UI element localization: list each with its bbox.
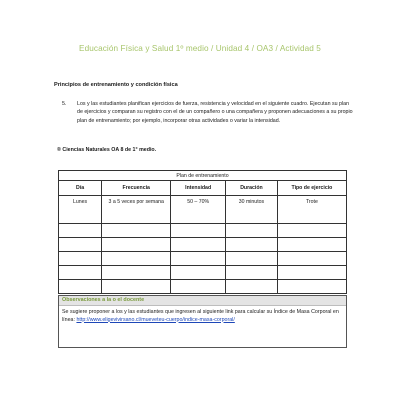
imc-link[interactable]: http://www.eligevivirsano.cl/mueveteu-cuerpo/indice-masa-corporal/ [76, 316, 235, 323]
table-cell[interactable] [59, 238, 102, 252]
table-cell[interactable] [59, 224, 102, 238]
table-cell[interactable] [277, 238, 346, 252]
table-cell[interactable] [102, 266, 171, 280]
table-cell[interactable] [102, 238, 171, 252]
table-cell: Lunes [59, 196, 102, 224]
table-row [59, 224, 347, 238]
table-cell[interactable] [171, 238, 226, 252]
table-cell[interactable] [226, 224, 278, 238]
table-cell[interactable] [102, 280, 171, 294]
training-plan-table [58, 170, 347, 294]
document-header-title: Educación Física y Salud 1º medio / Unidad 4 / OA3 / Actividad 5 [79, 44, 321, 53]
table-cell: 3 a 5 veces por semana [102, 196, 171, 224]
table-cell[interactable] [277, 280, 346, 294]
table-cell[interactable] [277, 224, 346, 238]
table-caption: Plan de entrenamiento [59, 171, 347, 181]
table-cell: Trote [277, 196, 346, 224]
table-cell[interactable] [171, 224, 226, 238]
table-cell[interactable] [59, 266, 102, 280]
table-cell[interactable] [226, 266, 278, 280]
table-cell[interactable] [226, 252, 278, 266]
table-cell[interactable] [59, 252, 102, 266]
activity-item [62, 100, 354, 125]
table-cell[interactable] [226, 238, 278, 252]
column-header-dia: Día [59, 181, 102, 196]
table-row [59, 280, 347, 294]
table-cell[interactable] [277, 266, 346, 280]
table-row [59, 252, 347, 266]
observations-heading: Observaciones a la o el docente [59, 296, 346, 306]
table-row [59, 266, 347, 280]
observations-body [59, 306, 346, 327]
table-cell: 50 – 70% [171, 196, 226, 224]
table-row [59, 238, 347, 252]
table-cell[interactable] [277, 252, 346, 266]
activity-text: Los y las estudiantes planifican ejercicios de fuerza, resistencia y velocidad en el siguiente cuadro. Ejecutan su plan de ejercicios y comparan su registro con el de un compañero o una compañera y proponen adecuaciones a su propio plan de entrenamiento; por ejemplo, incorporar otras actividades o variar la intensidad. [77, 101, 353, 124]
observations-text: Se sugiere proponer a los y las estudiantes que ingresen al siguiente link para calcular su Índice de Masa Corporal en línea: [62, 309, 339, 323]
table-cell[interactable] [59, 280, 102, 294]
table-cell[interactable] [171, 280, 226, 294]
curriculum-connection: ® Ciencias Naturales OA 8 de 1° medio. [57, 147, 157, 153]
table-row [59, 196, 347, 224]
section-title: Principios de entrenamiento y condición física [54, 82, 178, 88]
column-header-tipo: Tipo de ejercicio [277, 181, 346, 196]
table-cell[interactable] [102, 252, 171, 266]
activity-number: 5. [62, 101, 67, 107]
table-cell: 30 minutos [226, 196, 278, 224]
table-cell[interactable] [102, 224, 171, 238]
table-cell[interactable] [226, 280, 278, 294]
table-cell[interactable] [171, 252, 226, 266]
column-header-frecuencia: Frecuencia [102, 181, 171, 196]
table-cell[interactable] [171, 266, 226, 280]
teacher-observations-box [58, 295, 347, 348]
column-header-duracion: Duración [226, 181, 278, 196]
column-header-intensidad: Intensidad [171, 181, 226, 196]
